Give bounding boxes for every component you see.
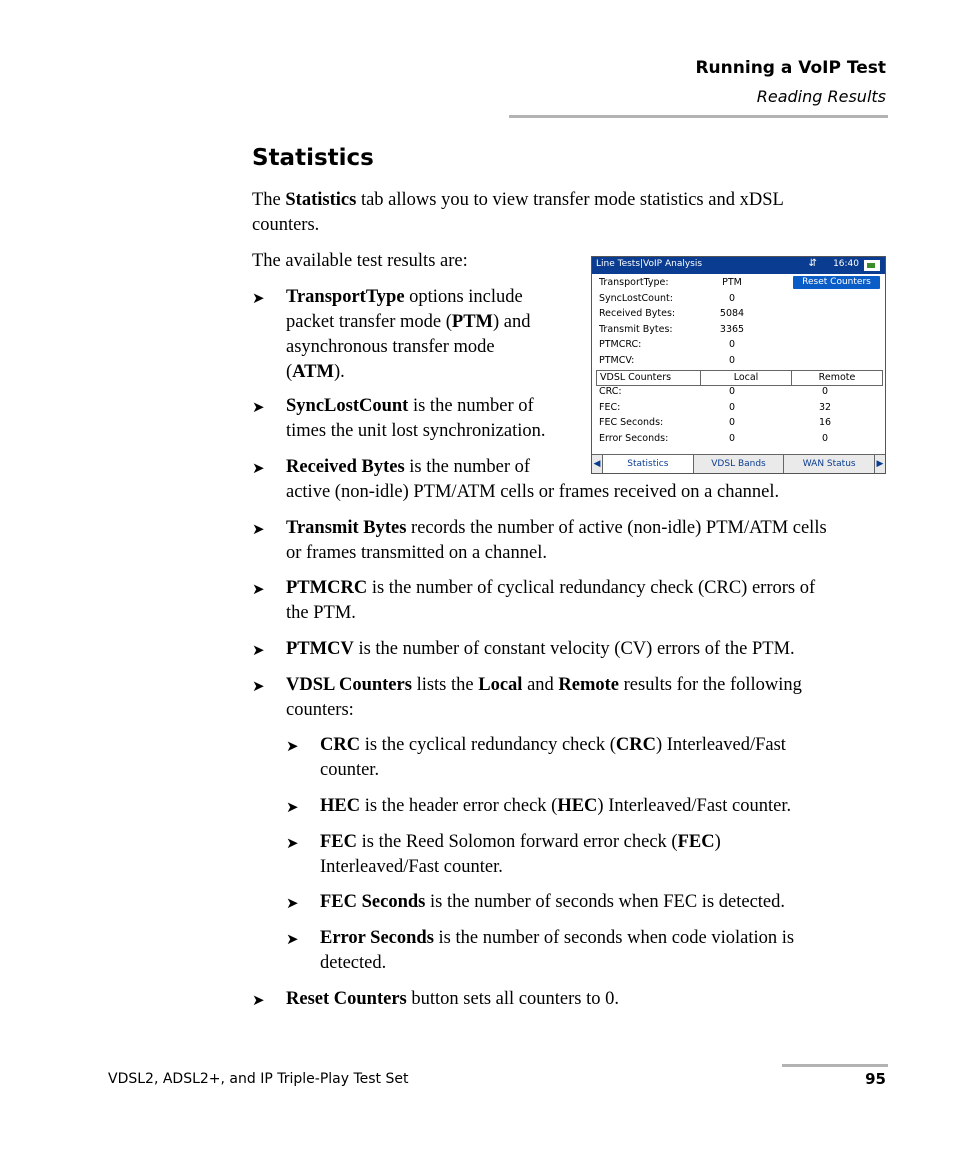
list-item: ➤ Transmit Bytes records the number of active (non-idle) PTM/ATM cells or frames transmitted on a channel. (252, 518, 827, 563)
bullet-arrow-icon: ➤ (286, 894, 299, 912)
tab-scroll-left-icon[interactable]: ◀ (593, 459, 601, 469)
counter-row: FEC Seconds: 0 16 (599, 417, 832, 428)
screenshot-time: 16:40 (833, 259, 859, 269)
bullet-arrow-icon: ➤ (252, 641, 265, 659)
running-header-title: Running a VoIP Test (695, 58, 886, 78)
bullet-arrow-icon: ➤ (286, 798, 299, 816)
bullet-arrow-icon: ➤ (286, 737, 299, 755)
stat-row: SyncLostCount: 0 (599, 293, 736, 304)
tab-statistics[interactable]: Statistics (602, 455, 693, 473)
header-rule (509, 115, 888, 118)
battery-icon (864, 260, 880, 271)
counter-row: Error Seconds: 0 0 (599, 433, 829, 444)
bullet-arrow-icon: ➤ (286, 930, 299, 948)
intro-paragraph: The Statistics tab allows you to view transfer mode statistics and xDSL counters. (252, 190, 784, 235)
counter-row: FEC: 0 32 (599, 402, 832, 413)
tab-scroll-right-icon[interactable]: ▶ (874, 455, 885, 473)
list-item: ➤ TransportType options include packet transfer mode (PTM) and asynchronous transfer mode (ATM). (252, 287, 531, 382)
sub-list-item: ➤ HEC is the header error check (HEC) Interleaved/Fast counter. (320, 794, 791, 819)
reset-counters-button[interactable]: Reset Counters (793, 276, 880, 289)
bullet-arrow-icon: ➤ (286, 834, 299, 852)
section-title: Statistics (252, 145, 374, 171)
stat-row: Transmit Bytes: 3365 (599, 324, 745, 335)
screenshot-title: Line Tests|VoIP Analysis (596, 259, 703, 269)
statistics-screenshot (591, 256, 886, 474)
bullet-arrow-icon: ➤ (252, 991, 265, 1009)
bullet-arrow-icon: ➤ (252, 398, 265, 416)
bullet-arrow-icon: ➤ (252, 580, 265, 598)
bullet-arrow-icon: ➤ (252, 459, 265, 477)
footer-product-name: VDSL2, ADSL2+, and IP Triple-Play Test Set (108, 1071, 409, 1087)
vdsl-counters-header: VDSL Counters Local Remote (596, 370, 883, 386)
tab-vdsl-bands[interactable]: VDSL Bands (693, 455, 784, 473)
stat-row: Received Bytes: 5084 (599, 308, 745, 319)
available-results-text: The available test results are: (252, 251, 468, 271)
sub-list-item: ➤ CRC is the cyclical redundancy check (CRC) Interleaved/Fast counter. (286, 735, 786, 780)
list-item: ➤ PTMCV is the number of constant velocity (CV) errors of the PTM. (286, 637, 795, 662)
list-item: ➤ SyncLostCount is the number of times the unit lost synchronization. (252, 396, 546, 441)
sub-list-item: ➤ FEC is the Reed Solomon forward error check (FEC) Interleaved/Fast counter. (286, 832, 721, 877)
stat-row: TransportType: PTM (599, 277, 742, 288)
tab-wan-status[interactable]: WAN Status (783, 455, 874, 473)
counter-row: CRC: 0 0 (599, 386, 829, 397)
list-item: ➤ Received Bytes is the number of active (non-idle) PTM/ATM cells or frames received on a channel. (252, 457, 780, 502)
list-item: ➤ PTMCRC is the number of cyclical redundancy check (CRC) errors of the PTM. (252, 578, 816, 623)
footer-rule (782, 1064, 888, 1067)
stat-row: PTMCV: 0 (599, 355, 736, 366)
network-icon: ⇵ (808, 258, 817, 269)
sub-list-item: ➤ Error Seconds is the number of seconds when code violation is detected. (286, 928, 795, 973)
list-item: ➤ VDSL Counters lists the Local and Remote results for the following counters: (252, 675, 802, 720)
stat-row: PTMCRC: 0 (599, 339, 736, 350)
screenshot-titlebar (592, 257, 885, 274)
list-item: ➤ Reset Counters button sets all counters to 0. (286, 987, 619, 1012)
bullet-arrow-icon: ➤ (252, 677, 265, 695)
bullet-arrow-icon: ➤ (252, 520, 265, 538)
bullet-arrow-icon: ➤ (252, 289, 265, 307)
page-number: 95 (865, 1070, 886, 1088)
sub-list-item: ➤ FEC Seconds is the number of seconds when FEC is detected. (320, 890, 785, 915)
running-header-subtitle: Reading Results (756, 87, 886, 106)
